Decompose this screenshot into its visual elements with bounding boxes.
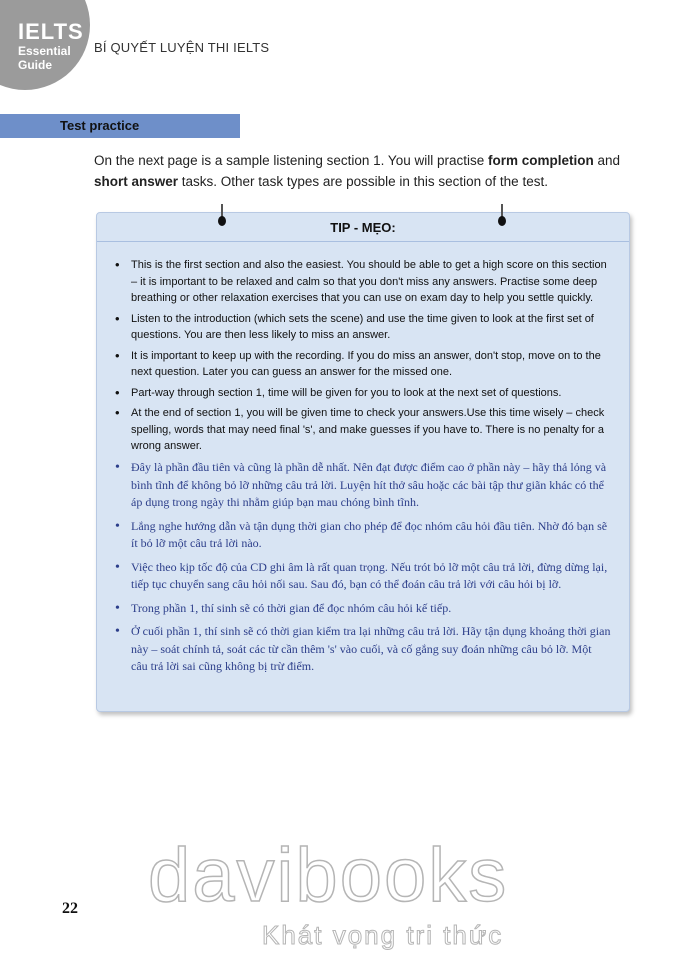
tip-vietnamese-item: • Lắng nghe hướng dẫn và tận dụng thời gian cho phép để đọc nhóm câu hỏi đầu tiên. Nhờ đó bạn sẽ ít bỏ lỡ một câu trả lời nào. (111, 518, 611, 553)
tip-english-list (111, 257, 611, 459)
logo-title: IELTS (18, 19, 84, 44)
tip-english-item: • This is the first section and also the easiest. You should be able to get a high score on this section – it is important to be relaxed and calm so that you don't miss any answers. Practise some deep breathing or other relaxation exercises that you can use on exam day to help you settle quickly. (111, 257, 611, 307)
section-heading: Test practice (60, 118, 140, 133)
watermark-slogan: Khát vọng tri thức (262, 920, 504, 950)
intro-bold-2: short answer (94, 174, 179, 189)
tip-box (96, 212, 630, 712)
tip-vietnamese-item: • Đây là phần đầu tiên và cũng là phần dễ nhất. Nên đạt được điểm cao ở phần này – hãy thả lỏng và bình tĩnh để không bỏ lỡ những câu trả lời. Luyện hít thở sâu hoặc các bài tập thư giãn khác có thể áp dụng trong ngày thi nhằm giúp bạn mau chóng bình tĩnh. (111, 459, 611, 512)
page-number: 22 (62, 900, 78, 917)
intro-bold-1: form completion (487, 153, 594, 168)
ielts-logo (18, 20, 84, 72)
tip-english-item: • It is important to keep up with the recording. If you do miss an answer, don't stop, move on to the next question. Later you can guess an answer for the missed one. (111, 348, 611, 381)
intro-text-2: and (593, 153, 621, 168)
tip-vietnamese-list (111, 459, 611, 682)
tip-title: TIP - MẸO: (330, 220, 396, 235)
tip-english-item: • At the end of section 1, you will be given time to check your answers.Use this time wisely – check spelling, words that may need final 's', and make guesses if you have to. There is no penalty for a wrong answer. (111, 405, 611, 455)
tip-vietnamese-item: • Việc theo kịp tốc độ của CD ghi âm là rất quan trọng. Nếu trót bỏ lỡ một câu trả lời, đừng dừng lại, tiếp tục chuyển sang câu hỏi nối sau. Sau đó, bạn có thể đoán câu trả lời với câu hỏi bị lỡ. (111, 559, 611, 594)
tip-english-item: • Listen to the introduction (which sets the scene) and use the time given to look at the first set of questions. You are then less likely to miss an answer. (111, 311, 611, 344)
tip-header (97, 213, 629, 242)
watermark-brand: davibooks (148, 833, 509, 918)
intro-paragraph (94, 150, 639, 192)
tip-vietnamese-item: • Ở cuối phần 1, thí sinh sẽ có thời gian kiểm tra lại những câu trả lời. Hãy tận dụng khoảng thời gian này – soát chính tả, soát các từ cần thêm 's' vào cuối, và cố gắng suy đoán những câu bỏ lỡ. Một câu trả lời sai cũng không bị trừ điểm. (111, 623, 611, 676)
tip-english-item: • Part-way through section 1, time will be given for you to look at the next set of questions. (111, 385, 611, 402)
logo-subtitle-1: Essential (18, 44, 71, 58)
intro-text-1: On the next page is a sample listening section 1. You will practise (94, 153, 488, 168)
intro-text-3: tasks. Other task types are possible in this section of the test. (178, 174, 548, 189)
tip-vietnamese-item: • Trong phần 1, thí sinh sẽ có thời gian để đọc nhóm câu hỏi kế tiếp. (111, 600, 611, 618)
series-title: BÍ QUYẾT LUYỆN THI IELTS (94, 40, 270, 55)
logo-subtitle-2: Guide (18, 58, 53, 72)
section-heading-bar (0, 114, 240, 138)
